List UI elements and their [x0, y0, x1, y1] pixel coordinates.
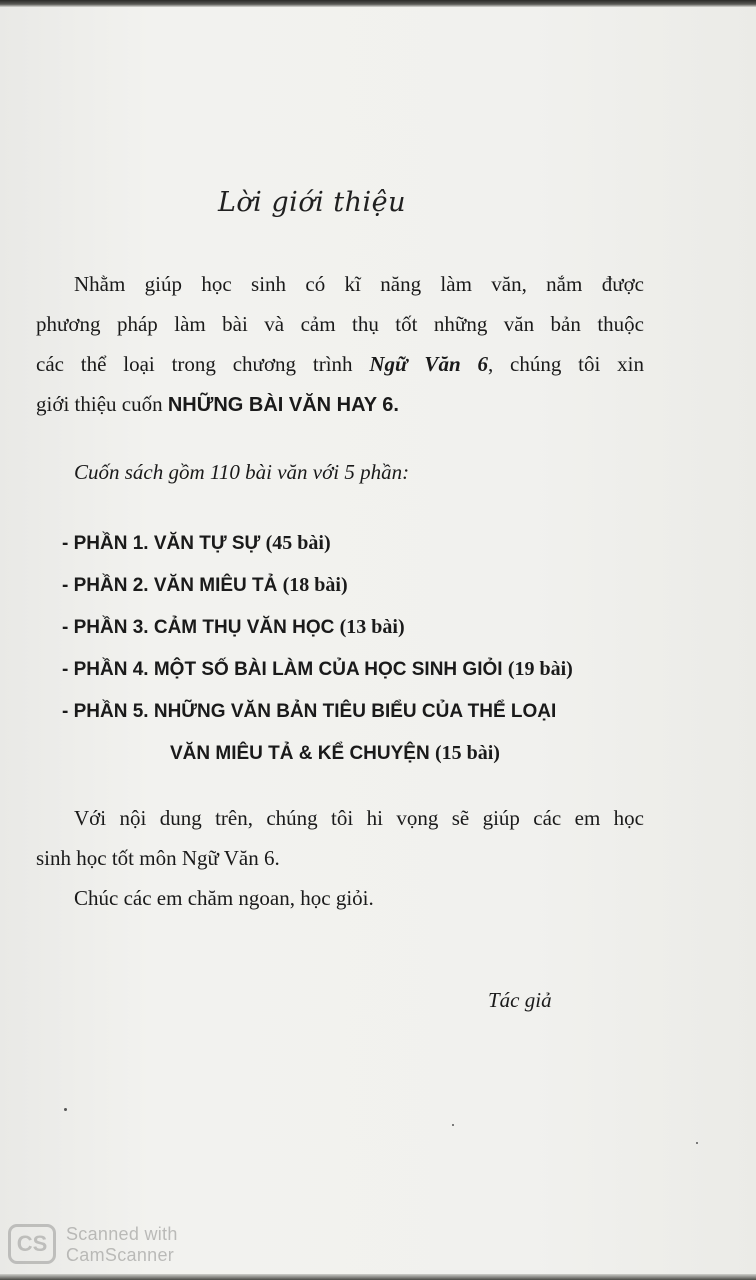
part-count: (13 bài) — [339, 616, 405, 638]
book-name: Ngữ Văn 6 — [369, 352, 488, 376]
paper-speck — [696, 1142, 698, 1144]
page-title: Lời giới thiệu — [218, 187, 407, 218]
part-label: VĂN MIÊU TẢ & KỂ CHUYỆN — [170, 743, 430, 764]
intro-line-3 — [36, 344, 644, 384]
intro-line-3-start: các thể loại trong chương trình — [36, 352, 370, 376]
part-count: (19 bài) — [507, 658, 573, 680]
part-label: - PHẦN 3. CẢM THỤ VĂN HỌC — [62, 617, 335, 638]
part-label: - PHẦN 4. MỘT SỐ BÀI LÀM CỦA HỌC SINH GIỎI — [62, 659, 503, 680]
part-label: - PHẦN 2. VĂN MIÊU TẢ — [62, 575, 278, 596]
part-item — [62, 648, 662, 690]
watermark-line-1: Scanned with — [66, 1224, 178, 1244]
closing-line-3: Chúc các em chăm ngoan, học giỏi. — [74, 886, 374, 910]
camscanner-watermark — [8, 1222, 208, 1268]
camscanner-logo-icon: CS — [8, 1224, 56, 1264]
watermark-line-2: CamScanner — [66, 1245, 175, 1265]
part-item — [62, 564, 662, 606]
book-summary: Cuốn sách gồm 110 bài văn với 5 phần: — [74, 460, 410, 484]
watermark-text — [66, 1224, 216, 1266]
part-count: (45 bài) — [265, 532, 331, 554]
part-5-continuation — [62, 732, 662, 774]
intro-line-1: Nhằm giúp học sinh có kĩ năng làm văn, nắm được — [74, 272, 644, 296]
part-item — [62, 606, 662, 648]
parts-list — [62, 522, 662, 774]
intro-line-4-start: giới thiệu cuốn — [36, 392, 168, 416]
paper-speck — [64, 1108, 67, 1111]
part-count: (15 bài) — [434, 742, 500, 764]
part-label: - PHẦN 5. NHỮNG VĂN BẢN TIÊU BIỂU CỦA THỂ LOẠI — [62, 701, 557, 722]
part-item — [62, 690, 662, 732]
closing-paragraph — [36, 798, 644, 918]
book-title: NHỮNG BÀI VĂN HAY 6. — [167, 394, 399, 416]
intro-line-2: phương pháp làm bài và cảm thụ tốt những văn bản thuộc — [36, 312, 644, 336]
intro-paragraph — [36, 264, 644, 424]
part-item — [62, 522, 662, 564]
intro-line-4 — [36, 384, 644, 424]
paper-speck — [452, 1124, 454, 1126]
author-signature: Tác giả — [488, 988, 552, 1012]
closing-line-2: sinh học tốt môn Ngữ Văn 6. — [36, 846, 280, 870]
intro-line-3-end: , chúng tôi xin — [487, 352, 645, 376]
part-count: (18 bài) — [282, 574, 348, 596]
part-label: - PHẦN 1. VĂN TỰ SỰ — [62, 533, 261, 554]
page-bottom-edge — [0, 1274, 756, 1280]
closing-line-1: Với nội dung trên, chúng tôi hi vọng sẽ giúp các em học — [74, 806, 644, 830]
page-top-edge — [0, 0, 756, 7]
